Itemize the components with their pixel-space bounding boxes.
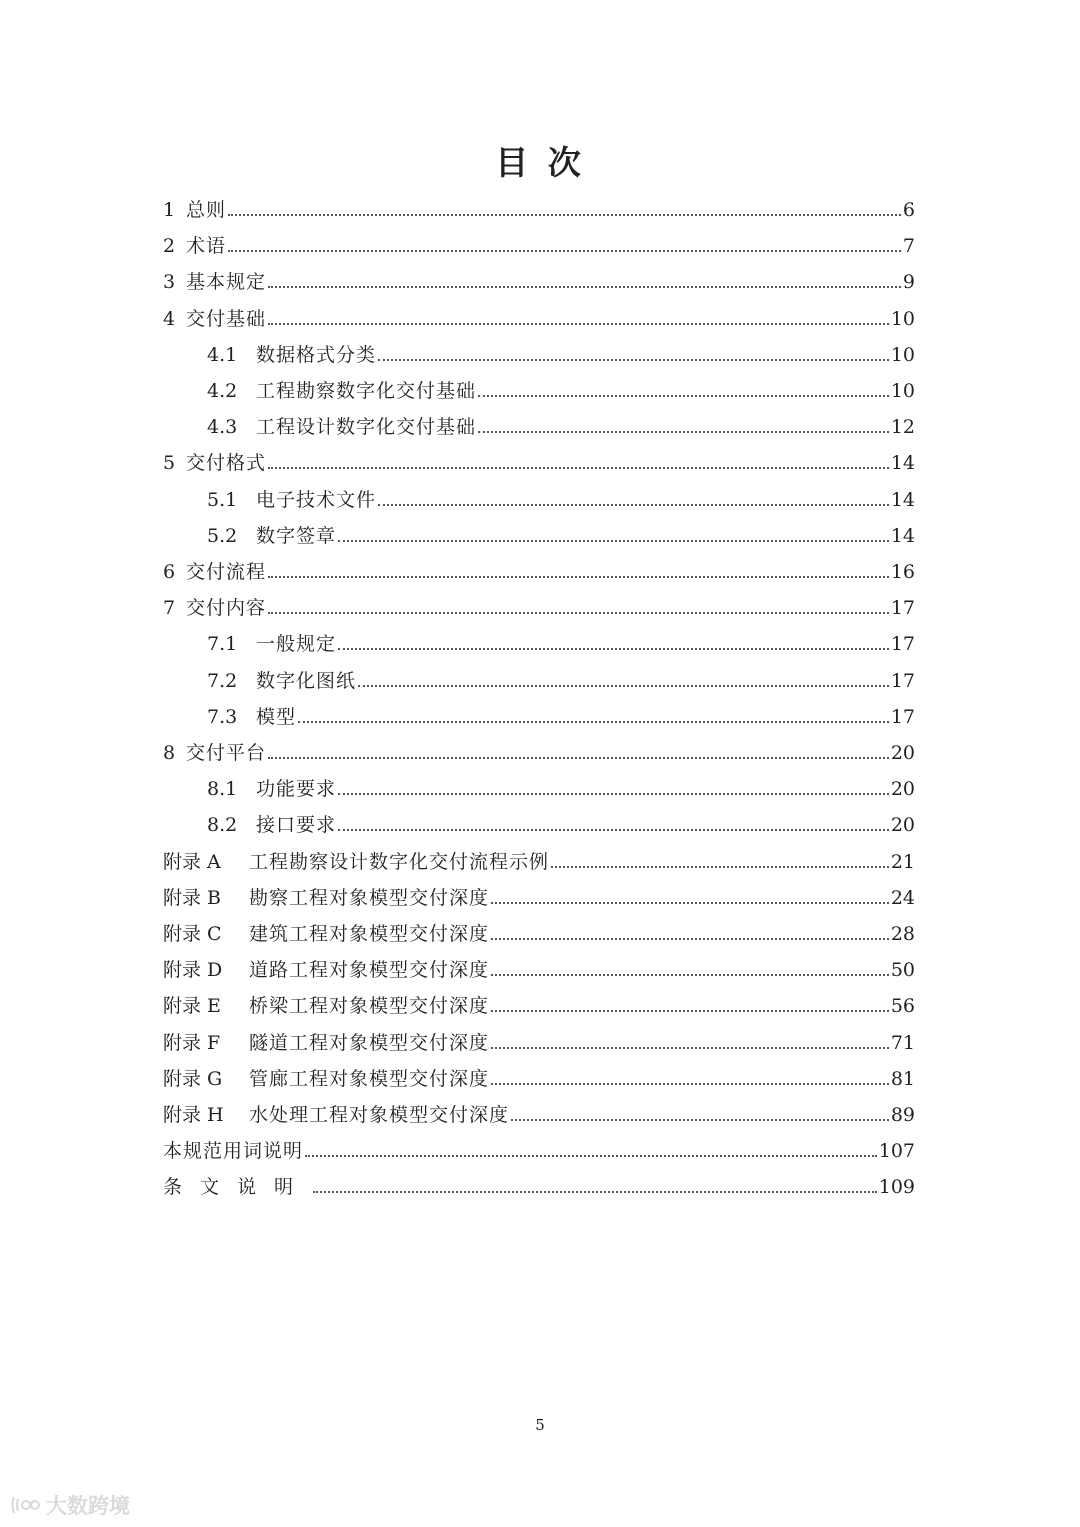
toc-dot-leader	[491, 1082, 889, 1085]
toc-entry-number: 5.1	[207, 488, 238, 511]
watermark-text: 大数跨境	[46, 1494, 130, 1518]
toc-dot-leader	[378, 358, 889, 361]
toc-entry-page: 21	[890, 850, 915, 873]
toc-entry-label: 桥梁工程对象模型交付深度	[249, 995, 490, 1018]
toc-entry[interactable]	[163, 1023, 915, 1053]
toc-entry[interactable]	[207, 624, 915, 654]
toc-dot-leader	[268, 756, 889, 759]
toc-entry-label: 隧道工程对象模型交付深度	[249, 1031, 490, 1054]
toc-entry[interactable]	[207, 480, 915, 510]
toc-dot-leader	[491, 1046, 889, 1049]
toc-entry[interactable]	[163, 1059, 915, 1089]
toc-entry[interactable]	[207, 516, 915, 546]
toc-dot-leader	[491, 1009, 889, 1012]
toc-dot-leader	[338, 828, 889, 831]
toc-entry-label: 电子技术文件	[256, 488, 377, 511]
toc-entry-page: 50	[890, 959, 915, 982]
toc-entry-label: 一般规定	[256, 633, 337, 656]
toc-entry-label: 交付平台	[186, 742, 267, 764]
toc-entry-number: 1	[163, 199, 176, 221]
toc-entry-label: 工程勘察数字化交付基础	[256, 380, 477, 402]
toc-entry-label: 工程勘察设计数字化交付流程示例	[249, 850, 550, 873]
toc-dot-leader	[268, 575, 889, 578]
toc-dot-leader	[228, 249, 901, 252]
toc-entry-page: 6	[902, 199, 915, 221]
toc-entry-label: 数字签章	[256, 524, 337, 547]
toc-entry[interactable]	[163, 842, 915, 872]
toc-entry-number: 7	[163, 597, 176, 620]
toc-entry[interactable]	[207, 769, 915, 799]
toc-dot-leader	[338, 647, 889, 650]
toc-entry-label: 交付格式	[186, 452, 267, 475]
toc-entry-page: 14	[890, 488, 915, 511]
toc-entry-page: 10	[890, 307, 915, 330]
toc-entry-number: 8.2	[207, 814, 238, 837]
toc-entry[interactable]	[163, 262, 915, 292]
toc-entry[interactable]	[207, 335, 915, 365]
toc-entry-page: 109	[878, 1176, 915, 1199]
toc-dot-leader	[268, 466, 889, 469]
toc-entry-label: 交付内容	[186, 597, 267, 620]
toc-entry-label: 水处理工程对象模型交付深度	[249, 1104, 510, 1126]
toc-entry[interactable]	[163, 878, 915, 908]
toc-entry-page: 9	[902, 271, 915, 294]
toc-entry-number: 8.1	[207, 778, 238, 801]
toc-entry-page: 14	[890, 452, 915, 475]
toc-entry-label: 建筑工程对象模型交付深度	[249, 923, 490, 945]
toc-entry-label: 道路工程对象模型交付深度	[249, 959, 490, 982]
toc-entry-number: 5.2	[207, 524, 238, 547]
toc-entry-number: 8	[163, 742, 176, 764]
toc-dot-leader	[338, 539, 889, 542]
toc-entry-page: 24	[890, 886, 915, 909]
toc-entry-page: 7	[902, 235, 915, 258]
toc-entry[interactable]	[163, 1131, 915, 1161]
toc-dot-leader	[268, 611, 889, 614]
toc-entry-page: 17	[890, 597, 915, 620]
toc-entry-page: 81	[890, 1067, 915, 1090]
toc-entry[interactable]	[163, 226, 915, 256]
page-number: 5	[535, 1416, 545, 1434]
toc-entry-number: 7.1	[207, 633, 238, 656]
toc-dot-leader	[491, 901, 889, 904]
toc-entry-label: 接口要求	[256, 814, 337, 837]
toc-entry-number: 4	[163, 307, 176, 330]
toc-entry-number: 附录 D	[163, 959, 223, 982]
toc-entry-page: 20	[890, 814, 915, 837]
toc-entry-page: 89	[890, 1104, 915, 1126]
toc-entry[interactable]	[163, 950, 915, 980]
toc-dot-leader	[268, 322, 889, 325]
toc-entry-page: 17	[890, 705, 915, 728]
toc-entry-page: 20	[890, 778, 915, 801]
toc-entry-label: 数据格式分类	[256, 343, 377, 366]
toc-entry[interactable]	[163, 588, 915, 618]
toc-dot-leader	[228, 213, 901, 216]
toc-entry-number: 6	[163, 561, 176, 583]
watermark	[10, 1490, 130, 1520]
toc-entry-label: 数字化图纸	[256, 669, 357, 692]
toc-entry-page: 20	[890, 742, 915, 764]
toc-entry-page: 12	[890, 416, 915, 439]
toc-entry-number: 附录 H	[163, 1104, 224, 1126]
toc-entry[interactable]	[163, 552, 915, 582]
toc-entry-label: 基本规定	[186, 271, 267, 294]
toc-entry-page: 28	[890, 923, 915, 945]
toc-entry-label: 条文说明	[163, 1176, 312, 1199]
toc-entry-label: 管廊工程对象模型交付深度	[249, 1067, 490, 1090]
toc-entry-label: 模型	[256, 705, 297, 728]
page-title: 目 次	[495, 143, 585, 182]
toc-entry[interactable]	[163, 1095, 915, 1125]
toc-entry-page: 16	[890, 561, 915, 583]
toc-entry-page: 10	[890, 343, 915, 366]
toc-dot-leader	[305, 1154, 877, 1157]
toc-entry-page: 10	[890, 380, 915, 402]
toc-dot-leader	[268, 285, 901, 288]
toc-entry-page: 14	[890, 524, 915, 547]
toc-dot-leader	[478, 430, 889, 433]
toc-entry-number: 附录 B	[163, 886, 222, 909]
toc-entry[interactable]	[163, 299, 915, 329]
toc-dot-leader	[551, 865, 889, 868]
toc-entry[interactable]	[207, 371, 915, 401]
toc-entry-label: 交付基础	[186, 307, 267, 330]
toc-entry-number: 4.2	[207, 380, 238, 402]
watermark-logo-icon	[10, 1493, 40, 1517]
toc-entry[interactable]	[207, 697, 915, 727]
toc-entry[interactable]	[207, 661, 915, 691]
toc-dot-leader	[378, 503, 889, 506]
toc-entry-number: 4.3	[207, 416, 238, 439]
toc-entry-label: 功能要求	[256, 778, 337, 801]
toc-dot-leader	[491, 937, 889, 940]
toc-dot-leader	[338, 792, 889, 795]
toc-entry-number: 附录 E	[163, 995, 221, 1018]
toc-dot-leader	[358, 684, 889, 687]
toc-entry-number: 附录 A	[163, 850, 221, 873]
toc-entry-label: 总则	[186, 199, 227, 221]
toc-entry[interactable]	[163, 1167, 915, 1197]
toc-entry-number: 附录 F	[163, 1031, 221, 1054]
toc-entry-label: 工程设计数字化交付基础	[256, 416, 477, 439]
toc-dot-leader	[298, 720, 889, 723]
toc-entry-page: 56	[890, 995, 915, 1018]
toc-entry-number: 7.2	[207, 669, 238, 692]
toc-entry-number: 4.1	[207, 343, 238, 366]
toc-entry-number: 7.3	[207, 705, 238, 728]
toc-entry-label: 勘察工程对象模型交付深度	[249, 886, 490, 909]
toc-dot-leader	[491, 973, 889, 976]
toc-entry-number: 附录 G	[163, 1067, 223, 1090]
toc-dot-leader	[313, 1190, 877, 1193]
toc-entry-page: 17	[890, 633, 915, 656]
toc-entry-label: 术语	[186, 235, 227, 258]
toc-entry-number: 2	[163, 235, 176, 258]
toc-entry-page: 71	[890, 1031, 915, 1054]
toc-entry[interactable]	[163, 914, 915, 944]
toc-entry[interactable]	[163, 190, 915, 220]
toc-entry[interactable]	[163, 986, 915, 1016]
toc-entry[interactable]	[207, 407, 915, 437]
toc-entry-page: 17	[890, 669, 915, 692]
toc-entry-label: 本规范用词说明	[163, 1140, 304, 1163]
toc-entry[interactable]	[207, 805, 915, 835]
toc-entry[interactable]	[163, 443, 915, 473]
toc-dot-leader	[511, 1118, 889, 1121]
toc-dot-leader	[478, 394, 889, 397]
toc-entry-number: 5	[163, 452, 176, 475]
toc-entry[interactable]	[163, 733, 915, 763]
toc-entry-number: 3	[163, 271, 176, 294]
toc-entry-number: 附录 C	[163, 923, 222, 945]
toc-entry-page: 107	[878, 1140, 915, 1163]
toc-entry-label: 交付流程	[186, 561, 267, 583]
